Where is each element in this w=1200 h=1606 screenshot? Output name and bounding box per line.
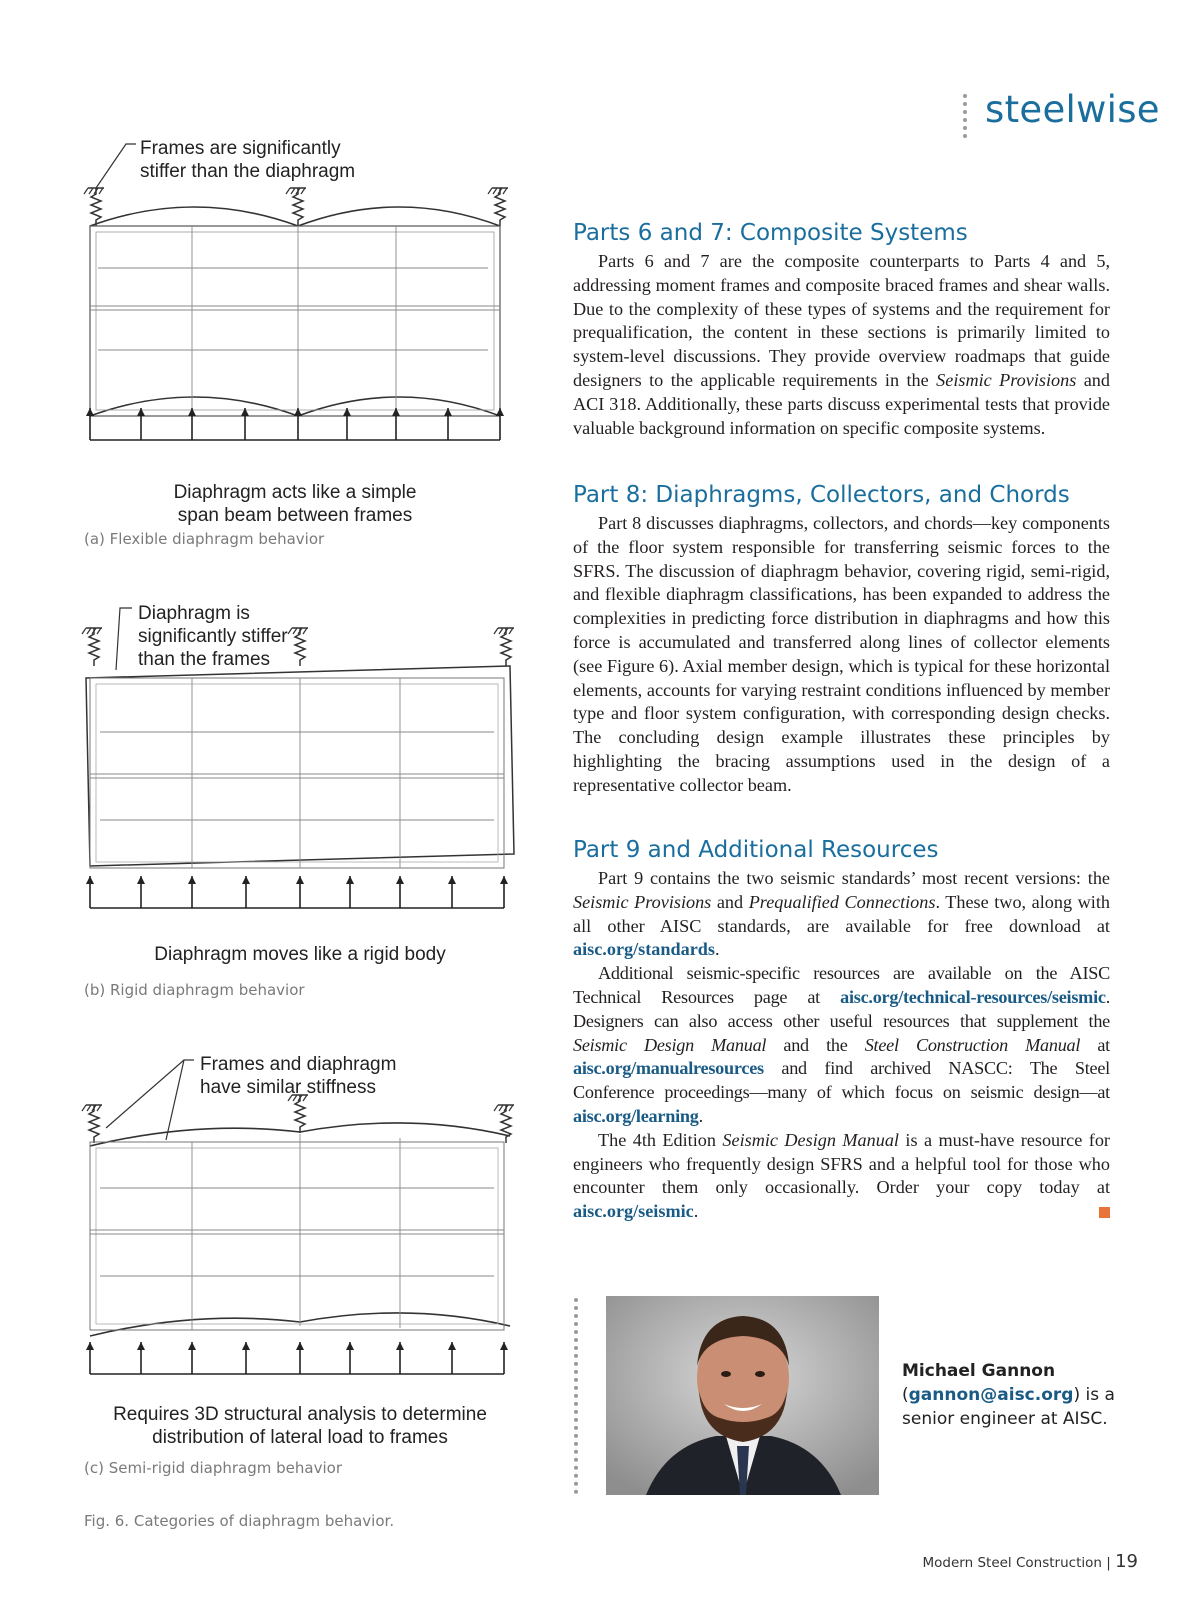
author-email-link[interactable]: gannon@aisc.org [908, 1385, 1074, 1405]
author-name: Michael Gannon [902, 1361, 1056, 1381]
description-b-line1: Diaphragm moves like a rigid body [154, 944, 446, 965]
page-footer [923, 1551, 1138, 1572]
heading-part9: Part 9 and Additional Resources [573, 837, 939, 863]
heading-composite-systems: Parts 6 and 7: Composite Systems [573, 220, 968, 246]
footer-separator: | [1106, 1555, 1111, 1571]
description-a-line2: span beam between frames [177, 505, 413, 526]
author-bio: Michael Gannon (gannon@aisc.org) is a senior engineer at AISC. [902, 1359, 1142, 1431]
link-seismic[interactable]: aisc.org/seismic [573, 1201, 694, 1222]
article-column-3 [573, 836, 1110, 1224]
heading-diaphragms: Part 8: Diaphragms, Collectors, and Chords [573, 482, 1070, 508]
link-technical-resources[interactable]: aisc.org/technical-resources/seismic [840, 986, 1106, 1007]
description-a-line1: Diaphragm acts like a simple [173, 482, 417, 503]
subcaption-a: (a) Flexible diaphragm behavior [84, 530, 325, 548]
annotation-c-line1: Frames and diaphragm [200, 1054, 397, 1075]
para-composite-systems: Parts 6 and 7 are the composite counterparts to Parts 4 and 5, addressing moment frames and composite braced frames and shear walls. Due to the complexity of these types of systems and the requirement for prequalification, the content in these sections is primarily limited to system-level discussions. They provide overview roadmaps that guide designers to the applicable requirements in the Seismic Provisions and ACI 318. Additionally, these parts discuss experimental tests that provide valuable background information on specific composite systems. [573, 251, 1110, 438]
annotation-b-line1: Diaphragm is [138, 603, 250, 624]
para-part9-standards: Part 9 contains the two seismic standards’ most recent versions: the Seismic Provisions and Prequalified Connections. These two, along with all other AISC standards, are available for free download at aisc.org/standards. [573, 868, 1110, 960]
annotation-a-line2: stiffer than the diaphragm [140, 161, 356, 182]
figure-panel-c [78, 1050, 538, 1450]
author-photo [606, 1296, 879, 1495]
end-of-article-mark [1099, 1207, 1110, 1218]
figure-caption: Fig. 6. Categories of diaphragm behavior. [84, 1512, 395, 1530]
para-part9-manual: The 4th Edition Seismic Design Manual is a must-have resource for engineers who frequently design SFRS and a helpful tool for those who encounter them only occasionally. Order your copy today at aisc.org/seismic. [573, 1129, 1110, 1222]
para-diaphragms: Part 8 discusses diaphragms, collectors, and chords—key components of the floor system responsible for transferring seismic forces to the SFRS. The discussion of diaphragm behavior, covering rigid, semi-rigid, and flexible diaphragm classifications, has been expanded to address the complexities in predicting force distribution in diaphragms and how this force is accumulated and transferred along lines of collector elements (see Figure 6). Axial member design, which is typical for these horizontal elements, accounts for varying restraint conditions influenced by member type and floor system configuration, with corresponding design checks. The concluding design example illustrates these principles by highlighting the bracing assumptions used in the design of a representative collector beam. [573, 513, 1110, 795]
link-standards[interactable]: aisc.org/standards [573, 939, 715, 960]
figure-panel-a [78, 140, 538, 550]
description-c-line2: distribution of lateral load to frames [152, 1427, 448, 1448]
author-dotted-rule [574, 1298, 582, 1494]
header-dotted-rule [963, 94, 971, 138]
para-part9-resources: Additional seismic-specific resources are available on the AISC Technical Resources page at aisc.org/technical-resources/seismic. Designers can also access other useful resources that supplement the Seismic Design Manual and the Steel Construction Manual at aisc.org/manualresources and find archived NASCC: The Steel Conference proceedings—many of which focus on seismic design—at aisc.org/learning. [573, 963, 1110, 1126]
article-column-2 [573, 481, 1110, 798]
description-c-line1: Requires 3D structural analysis to determine [113, 1404, 487, 1425]
section-brand: steelwise [985, 88, 1160, 131]
link-learning[interactable]: aisc.org/learning [573, 1105, 699, 1126]
subcaption-c: (c) Semi-rigid diaphragm behavior [84, 1459, 342, 1477]
annotation-b-line2: significantly stiffer [138, 626, 288, 647]
figure-panel-b [78, 602, 538, 982]
annotation-b-line3: than the frames [138, 649, 271, 670]
annotation-c-line2: have similar stiffness [200, 1077, 376, 1098]
subcaption-b: (b) Rigid diaphragm behavior [84, 981, 305, 999]
annotation-a-line1: Frames are significantly [140, 140, 341, 159]
footer-magazine: Modern Steel Construction [922, 1555, 1102, 1571]
link-manualresources[interactable]: aisc.org/manualresources [573, 1058, 764, 1079]
article-column [573, 219, 1110, 440]
page-number: 19 [1115, 1551, 1138, 1572]
